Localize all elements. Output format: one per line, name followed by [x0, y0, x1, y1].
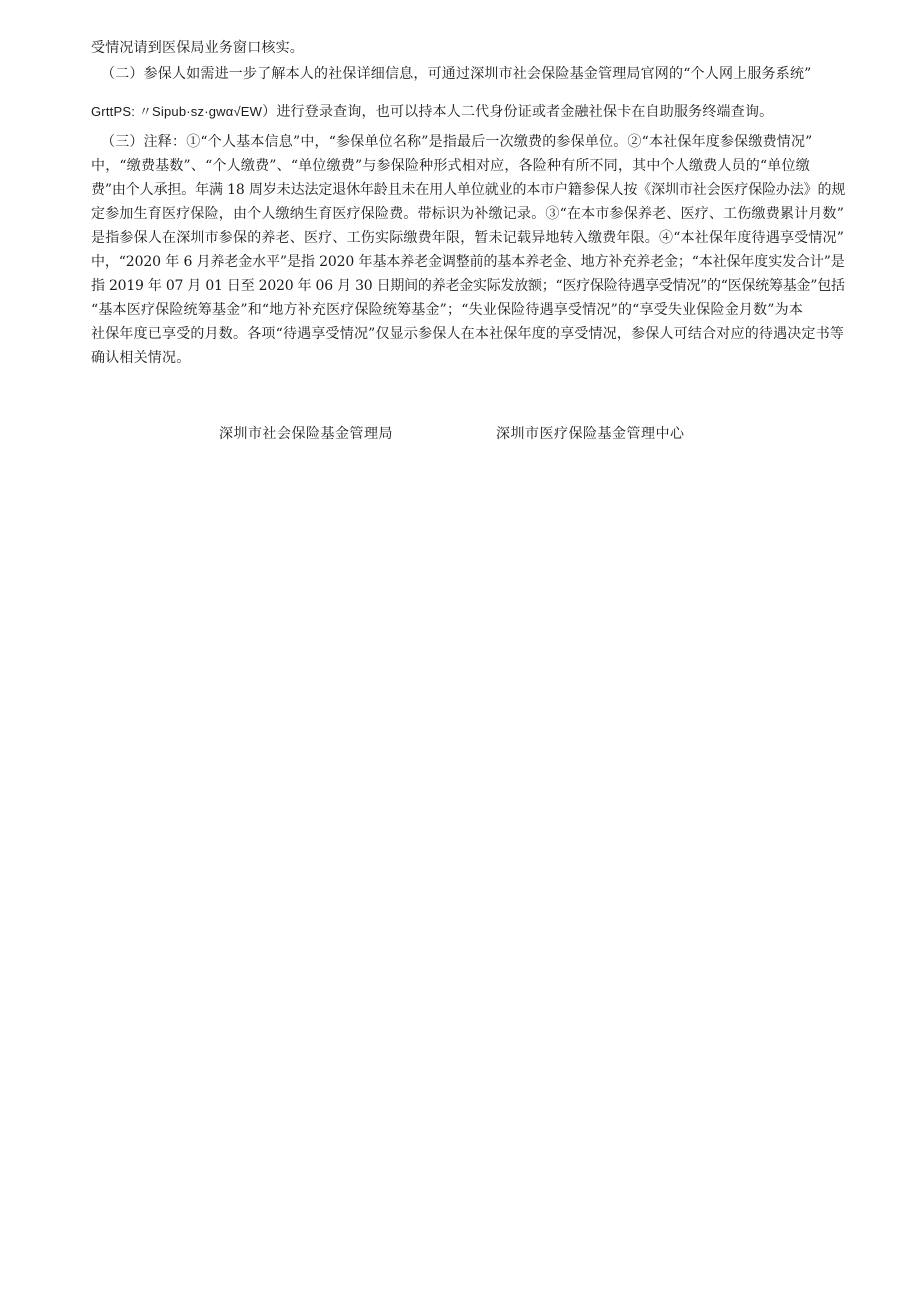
- text-line: ）进行登录查询，也可以持本人二代身份证或者金融社保卡在自助服务终端查询。: [262, 104, 774, 120]
- text-line: （三）注释：①“个人基本信息”中，“参保单位名称”是指最后一次缴费的参保单位。②“本社保年度参保缴费情况”: [101, 134, 813, 150]
- text-line: 中，“2020 年 6 月养老金水平”是指 2020 年基本养老金调整前的基本养老金、地方补充养老金；“本社保年度实发合计”是: [91, 254, 845, 270]
- text-line: 指 2019 年 07 月 01 日至 2020 年 06 月 30 日期间的养老金实际发放额；“医疗保险待遇享受情况”的“医保统筹基金”包括: [91, 278, 845, 294]
- signature-left: 深圳市社会保险基金管理局: [219, 426, 393, 442]
- text-line: 定参加生育医疗保险，由个人缴纳生育医疗保险费。带标识为补缴记录。③“在本市参保养老、医疗、工伤缴费累计月数”: [91, 206, 845, 222]
- text-line: 社保年度已享受的月数。各项“待遇享受情况”仅显示参保人在本社保年度的享受情况，参保人可结合对应的待遇决定书等: [91, 326, 845, 342]
- text-line: 费”由个人承担。年满 18 周岁未达法定退休年龄且未在用人单位就业的本市户籍参保人按《深圳市社会医疗保险办法》的规: [91, 182, 846, 198]
- service-url: GrttPS: 〃Sipub·sz·gwα√EW: [91, 104, 263, 119]
- text-line: “基本医疗保险统筹基金”和“地方补充医疗保险统筹基金”；“失业保险待遇享受情况”的“享受失业保险金月数”为本: [91, 302, 804, 318]
- url-line: [91, 102, 773, 122]
- signature-right: 深圳市医疗保险基金管理中心: [496, 426, 685, 442]
- text-line: 确认相关情况。: [91, 350, 191, 366]
- text-line: 中，“缴费基数”、“个人缴费”、“单位缴费”与参保险种形式相对应，各险种有所不同，其中个人缴费人员的“单位缴: [91, 158, 810, 174]
- text-line: 是指参保人在深圳市参保的养老、医疗、工伤实际缴费年限，暂未记载异地转入缴费年限。④“本社保年度待遇享受情况”: [91, 230, 845, 246]
- text-line: 受情况请到医保局业务窗口核实。: [91, 40, 304, 56]
- text-line: （二）参保人如需进一步了解本人的社保详细信息，可通过深圳市社会保险基金管理局官网的“个人网上服务系统”: [101, 66, 812, 82]
